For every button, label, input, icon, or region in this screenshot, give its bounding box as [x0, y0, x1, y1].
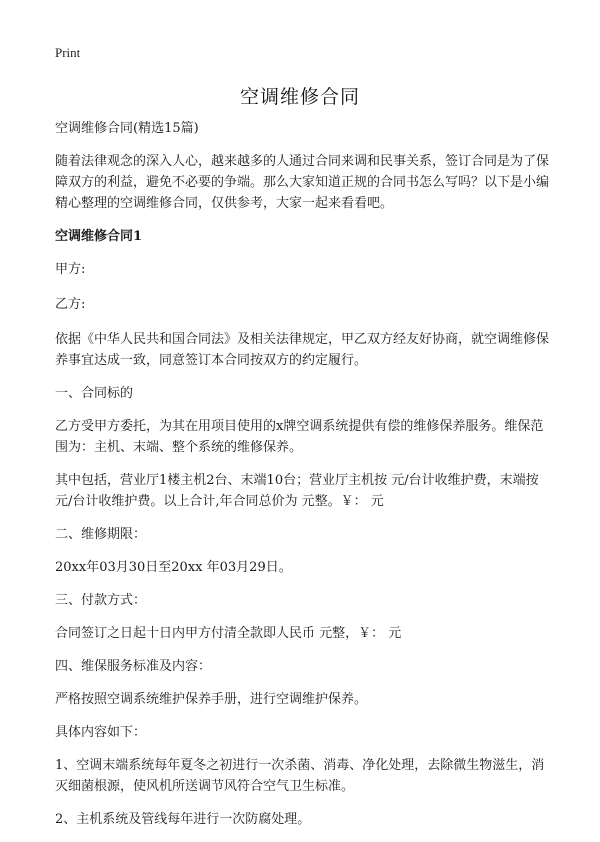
list-item: 2、主机系统及管线每年进行一次防腐处理。	[55, 812, 311, 827]
subtitle: 空调维修合同(精选15篇)	[55, 121, 199, 136]
clause-heading: 二、维修期限：	[55, 527, 147, 542]
document-body	[55, 118, 555, 842]
clause-heading: 三、付款方式：	[55, 593, 147, 608]
clause-paragraph: 其中包括，营业厅1楼主机2台、末端10台；营业厅主机按 元/台计收维护费，末端按 元/台计收维护费。以上合计,年合同总价为 元整。￥： 元	[55, 473, 539, 509]
intro-paragraph: 随着法律观念的深入人心，越来越多的人通过合同来调和民事关系，签订合同是为了保障双方的利益，避免不必要的争端。那么大家知道正规的合同书怎么写吗？以下是小编精心整理的空调维修合同，仅供参考，大家一起来看看吧。	[55, 154, 550, 211]
clause-paragraph: 20xx年03月30日至20xx 年03月29日。	[55, 560, 292, 575]
section-heading: 空调维修合同1	[55, 229, 143, 244]
clause-paragraph: 合同签订之日起十日内甲方付清全款即人民币 元整，￥： 元	[55, 626, 402, 641]
list-item: 1、空调末端系统每年夏冬之初进行一次杀菌、消毒、净化处理，去除微生物滋生，消灭细菌根源，使风机所送调节风符合空气卫生标准。	[55, 758, 545, 794]
clause-heading: 一、合同标的	[55, 386, 134, 401]
basis-paragraph: 依据《中华人民共和国合同法》及相关法律规定，甲乙双方经友好协商，就空调维修保养事宜达成一致，同意签订本合同按双方的约定履行。	[55, 332, 550, 368]
party-b: 乙方:	[55, 297, 86, 312]
clause-paragraph: 乙方受甲方委托，为其在用项目使用的x牌空调系统提供有偿的维修保养服务。维保范围为：主机、末端、整个系统的维修保养。	[55, 419, 544, 455]
party-a: 甲方:	[55, 262, 86, 277]
document-title: 空调维修合同	[239, 86, 360, 108]
clause-heading: 四、维保服务标准及内容：	[55, 659, 212, 674]
clause-paragraph: 严格按照空调系统维护保养手册，进行空调维护保养。	[55, 692, 368, 707]
print-link[interactable]: Print	[55, 45, 81, 60]
clause-paragraph: 具体内容如下：	[55, 725, 147, 740]
